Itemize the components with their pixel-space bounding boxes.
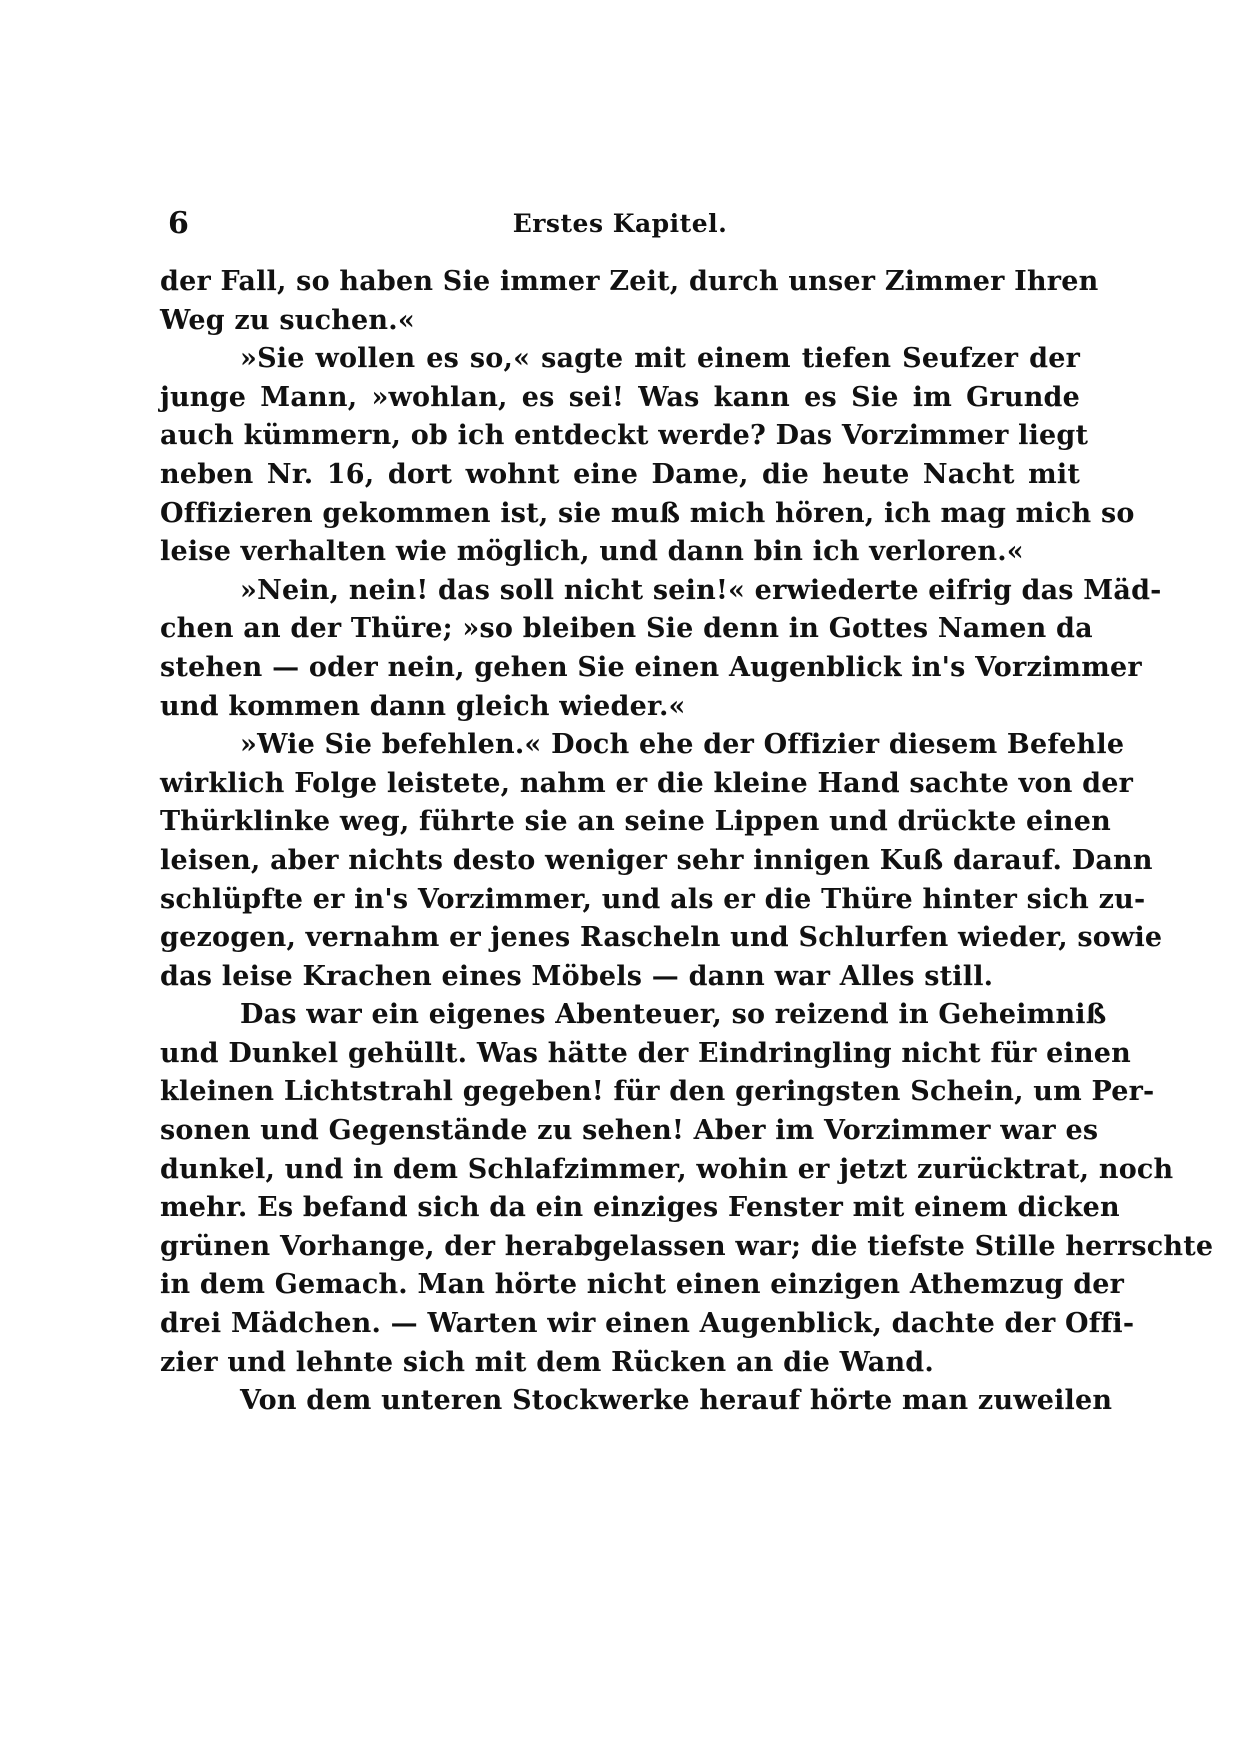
text-line: dunkel, und in dem Schlafzimmer, wohin er jetzt zurücktrat, noch <box>160 1153 1174 1185</box>
text-line: neben Nr. 16, dort wohnt eine Dame, die heute Nacht mit <box>160 458 1080 490</box>
text-line: der Fall, so haben Sie immer Zeit, durch unser Zimmer Ihren <box>160 266 1099 297</box>
running-head <box>160 204 1080 244</box>
text-line: das leise Krachen eines Möbels — dann war Alles still. <box>160 960 994 992</box>
text-line: stehen — oder nein, gehen Sie einen Augenblick in's Vorzimmer <box>160 651 1142 683</box>
text-line: auch kümmern, ob ich entdeckt werde? Das Vorzimmer liegt <box>160 420 1089 452</box>
text-line: chen an der Thüre; »so bleiben Sie denn in Gottes Namen da <box>160 613 1093 645</box>
text-line: Offizieren gekommen ist, sie muß mich hören, ich mag mich so <box>160 497 1135 529</box>
text-line: wirklich Folge leistete, nahm er die kleine Hand sachte von der <box>160 767 1134 799</box>
text-line: und Dunkel gehüllt. Was hätte der Eindringling nicht für einen <box>160 1037 1131 1069</box>
chapter-title: Erstes Kapitel. <box>512 209 728 238</box>
text-line: zier und lehnte sich mit dem Rücken an die Wand. <box>160 1346 934 1378</box>
text-line: leisen, aber nichts desto weniger sehr innigen Kuß darauf. Dann <box>160 844 1153 876</box>
text-line: Von dem unteren Stockwerke herauf hörte man zuweilen <box>240 1385 1113 1417</box>
text-line: Thürklinke weg, führte sie an seine Lippen und drückte einen <box>160 806 1111 838</box>
text-line: gezogen, vernahm er jenes Rascheln und Schlurfen wieder, sowie <box>160 922 1163 954</box>
text-line: »Wie Sie befehlen.« Doch ehe der Offizier diesem Befehle <box>240 729 1125 761</box>
page-number: 6 <box>168 206 189 241</box>
text-line: junge Mann, »wohlan, es sei! Was kann es Sie im Grunde <box>160 381 1080 413</box>
text-line: in dem Gemach. Man hörte nicht einen einzigen Athemzug der <box>160 1269 1125 1301</box>
text-line: leise verhalten wie möglich, und dann bin ich verloren.« <box>160 536 1024 568</box>
text-line: »Nein, nein! das soll nicht sein!« erwiederte eifrig das Mäd- <box>240 574 1162 606</box>
text-line: und kommen dann gleich wieder.« <box>160 690 686 722</box>
text-line: »Sie wollen es so,« sagte mit einem tiefen Seufzer der <box>240 343 1080 375</box>
text-line: drei Mädchen. — Warten wir einen Augenblick, dachte der Offi- <box>160 1308 1135 1340</box>
body-text <box>160 263 1214 1421</box>
text-line: mehr. Es befand sich da ein einziges Fenster mit einem dicken <box>160 1192 1120 1224</box>
text-line: schlüpfte er in's Vorzimmer, und als er die Thüre hinter sich zu- <box>160 883 1146 915</box>
text-line: sonen und Gegenstände zu sehen! Aber im Vorzimmer war es <box>160 1115 1099 1147</box>
text-line: Das war ein eigenes Abenteuer, so reizend in Geheimniß <box>240 999 1107 1031</box>
text-line: Weg zu suchen.« <box>160 304 415 336</box>
text-line: kleinen Lichtstrahl gegeben! für den geringsten Schein, um Per- <box>160 1076 1155 1108</box>
text-line: grünen Vorhange, der herabgelassen war; die tiefste Stille herrschte <box>160 1230 1214 1262</box>
